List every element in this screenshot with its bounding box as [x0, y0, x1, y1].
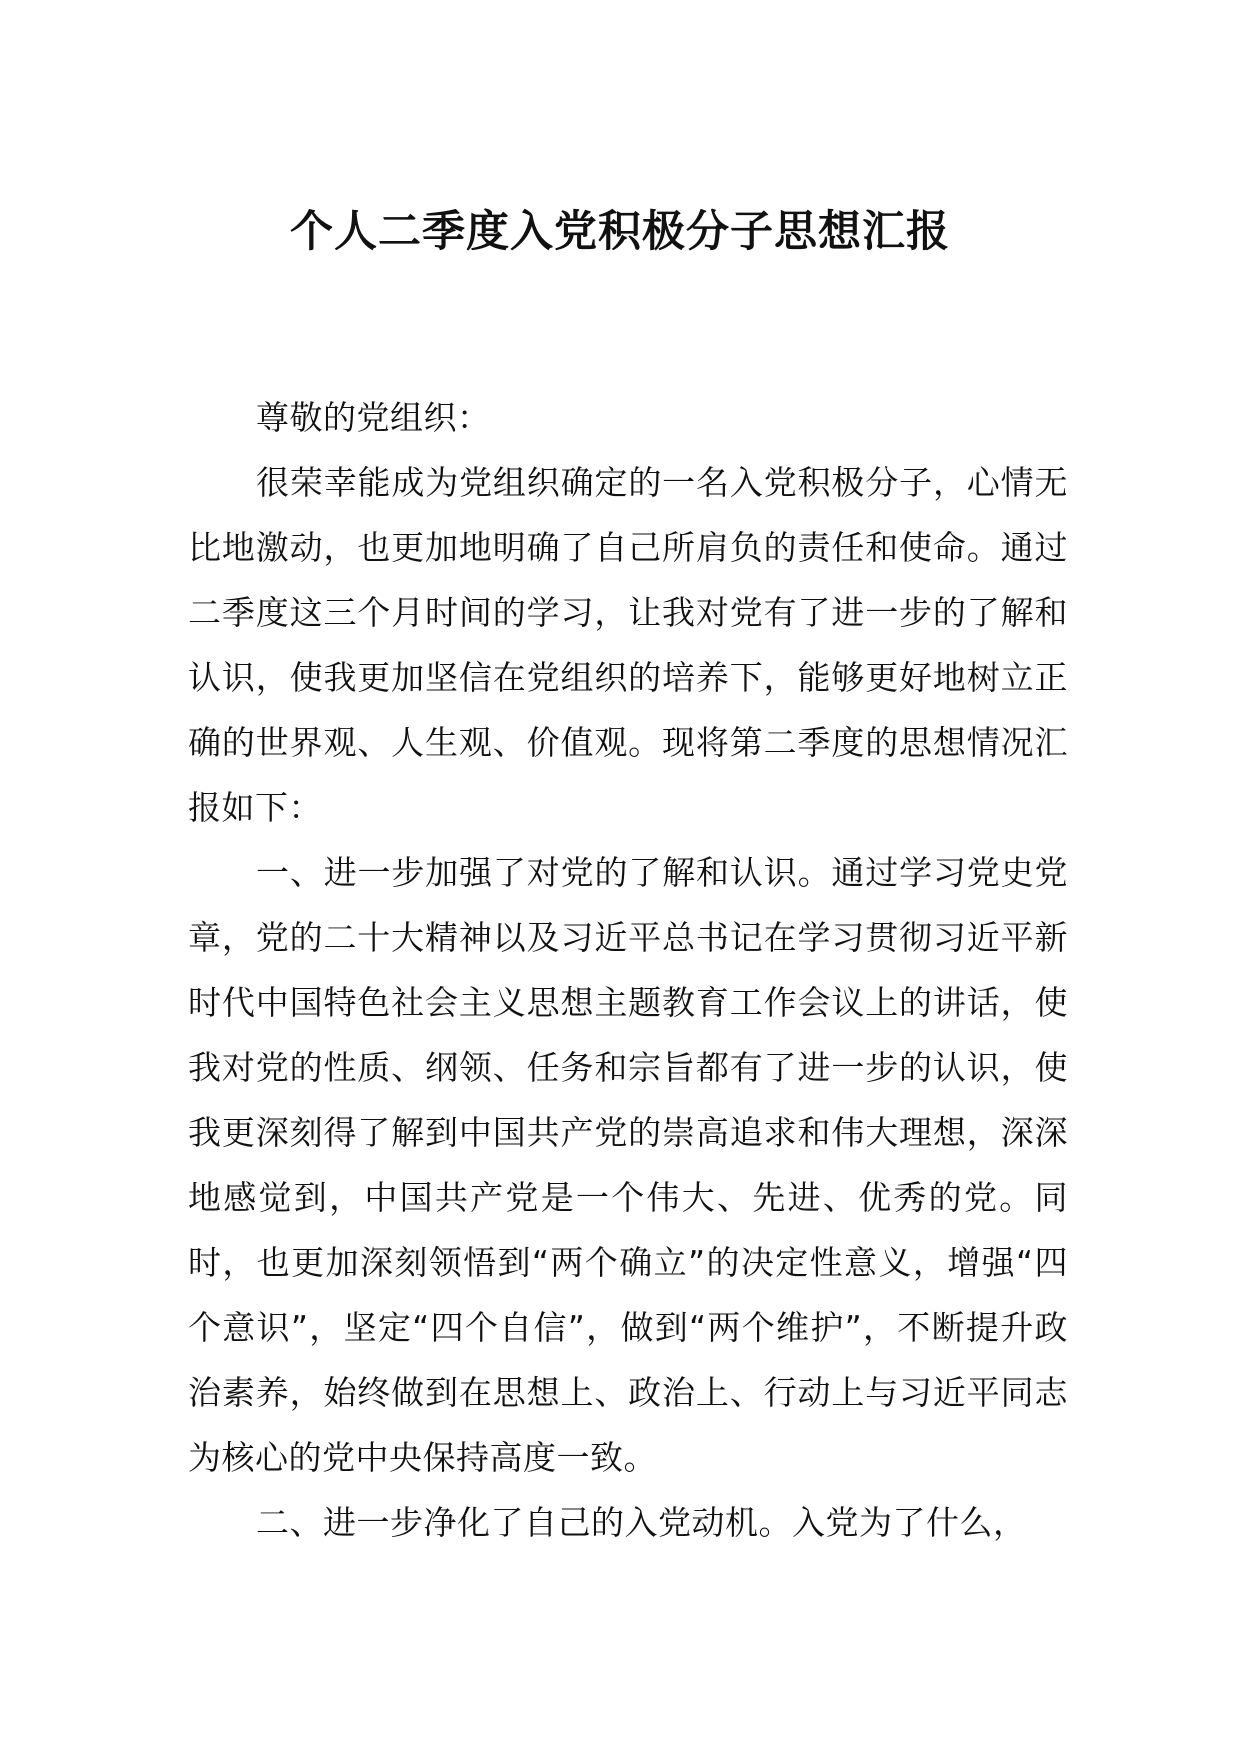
- salutation: 尊敬的党组织：: [256, 398, 491, 437]
- paragraph-intro: 很荣幸能成为党组织确定的一名入党积极分子，心情无比地激动，也更加地明确了自己所肩负的责任和使命。通过二季度这三个月时间的学习，让我对党有了进一步的了解和认识，使我更加坚信在党组织的培养下，能够更好地树立正确的世界观、人生观、价值观。现将第二季度的思想情况汇报如下：: [188, 463, 1068, 827]
- document-title: 个人二季度入党积极分子思想汇报: [290, 207, 950, 257]
- paragraph-section-two: 二、进一步净化了自己的入党动机。入党为了什么，: [256, 1503, 1027, 1542]
- paragraph-section-one: 一、进一步加强了对党的了解和认识。通过学习党史党章，党的二十大精神以及习近平总书记在学习贯彻习近平新时代中国特色社会主义思想主题教育工作会议上的讲话，使我对党的性质、纲领、任务和宗旨都有了进一步的认识，使我更深刻得了解到中国共产党的崇高追求和伟大理想，深深地感觉到，中国共产党是一个伟大、先进、优秀的党。同时，也更加深刻领悟到“两个确立”的决定性意义，增强“四个意识”，坚定“四个自信”，做到“两个维护”，不断提升政治素养，始终做到在思想上、政治上、行动上与习近平同志为核心的党中央保持高度一致。: [188, 853, 1068, 1477]
- document-body: [188, 385, 1068, 1555]
